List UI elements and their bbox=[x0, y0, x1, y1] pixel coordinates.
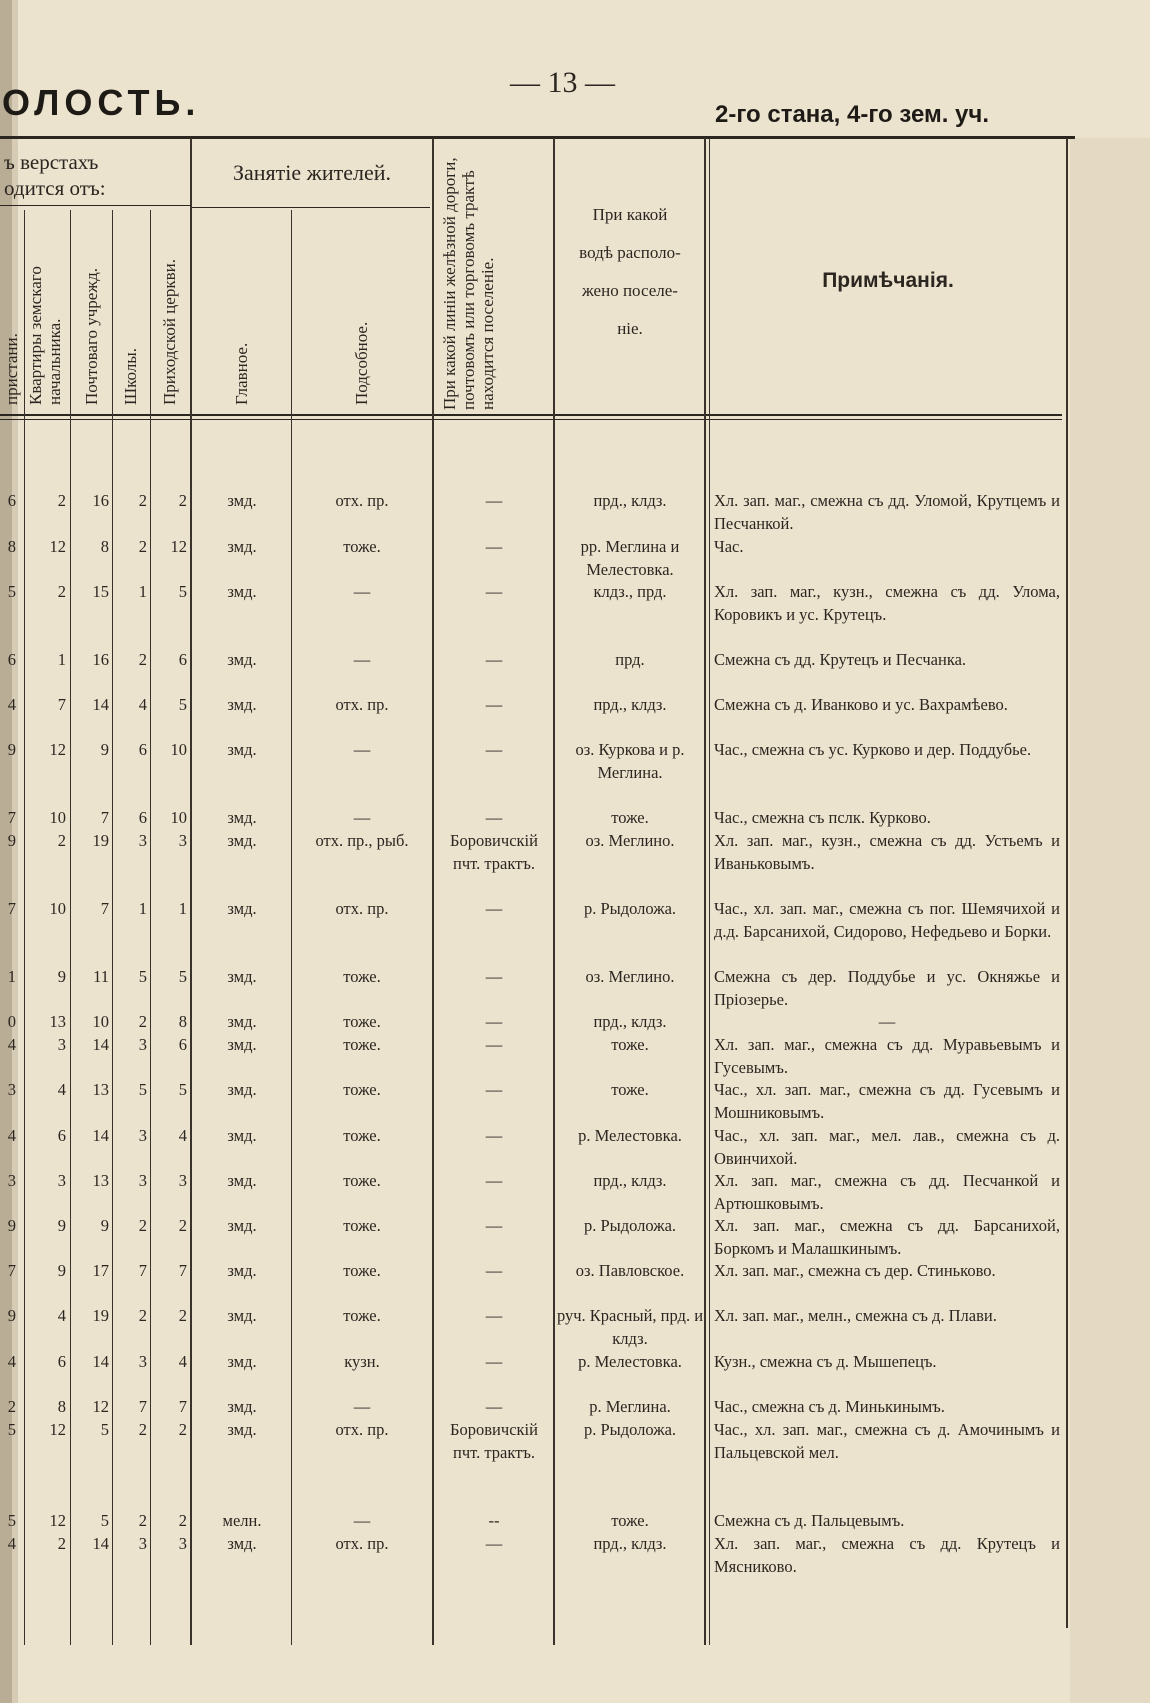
cell-zem: 4 bbox=[57, 1306, 66, 1325]
cell-road: — bbox=[485, 1012, 503, 1031]
cell-note: Хл. зап. маг., смежна съ дд. Уломой, Крутцемъ и Песчанкой. bbox=[714, 491, 1060, 533]
cell-road: — bbox=[485, 1261, 503, 1280]
cell-school: 3 bbox=[138, 1126, 147, 1145]
cell-zem: 9 bbox=[57, 967, 66, 986]
cell-road: — bbox=[485, 967, 503, 986]
cell-c0: 0 bbox=[7, 1012, 16, 1031]
cell-aux: отх. пр. bbox=[335, 1420, 389, 1439]
cell-note: Хл. зап. маг., смежна съ дд. Крутецъ и Мясниково. bbox=[714, 1534, 1060, 1576]
cell-aux: тоже. bbox=[343, 1126, 381, 1145]
cell-main: змд. bbox=[227, 1216, 257, 1235]
cell-post: 5 bbox=[100, 1420, 109, 1439]
cell-zem: 12 bbox=[49, 740, 66, 759]
cell-main: змд. bbox=[227, 1306, 257, 1325]
cell-post: 5 bbox=[100, 1511, 109, 1530]
occupation-header: Занятіе жителей. bbox=[232, 160, 392, 185]
cell-c0: 6 bbox=[7, 491, 16, 510]
cell-aux: тоже. bbox=[343, 1306, 381, 1325]
cell-aux: — bbox=[353, 1397, 371, 1416]
cell-c0: 4 bbox=[7, 695, 16, 714]
cell-church: 3 bbox=[178, 1534, 187, 1553]
cell-water: тоже. bbox=[611, 1035, 649, 1054]
header-occ-main: Главное. bbox=[232, 342, 251, 405]
cell-church: 5 bbox=[178, 695, 187, 714]
cell-road: Боровичскій пчт. трактъ. bbox=[450, 831, 538, 873]
cell-post: 7 bbox=[100, 899, 109, 918]
water-header-line2: водѣ располо- bbox=[579, 243, 681, 262]
cell-c0: 3 bbox=[7, 1080, 16, 1099]
cell-c0: 3 bbox=[7, 1171, 16, 1190]
cell-main: змд. bbox=[227, 1534, 257, 1553]
cell-road: -- bbox=[488, 1511, 500, 1530]
cell-school: 2 bbox=[138, 1306, 147, 1325]
table-right-border bbox=[1066, 138, 1068, 1628]
cell-church: 10 bbox=[170, 808, 187, 827]
cell-post: 19 bbox=[92, 1306, 109, 1325]
cell-zem: 12 bbox=[49, 1420, 66, 1439]
cell-main: змд. bbox=[227, 967, 257, 986]
cell-zem: 12 bbox=[49, 1511, 66, 1530]
cell-c0: 9 bbox=[7, 831, 16, 850]
cell-church: 6 bbox=[178, 1035, 187, 1054]
table-top-rule bbox=[0, 136, 1075, 139]
cell-post: 14 bbox=[92, 1126, 109, 1145]
cell-note: — bbox=[878, 1012, 896, 1031]
cell-school: 2 bbox=[138, 1420, 147, 1439]
distance-header-line1: ъ верстахъ bbox=[4, 150, 99, 174]
cell-note: Хл. зап. маг., кузн., смежна съ дд. Улома, Коровикъ и ус. Крутецъ. bbox=[714, 582, 1060, 624]
cell-main: змд. bbox=[227, 491, 257, 510]
cell-zem: 10 bbox=[49, 899, 66, 918]
cell-water: тоже. bbox=[611, 808, 649, 827]
cell-main: змд. bbox=[227, 1126, 257, 1145]
header-church: Приходской церкви. bbox=[160, 259, 179, 405]
cell-school: 5 bbox=[138, 1080, 147, 1099]
occupation-group-rule bbox=[192, 207, 430, 208]
cell-note: Час., смежна съ ус. Курково и дер. Поддубье. bbox=[714, 740, 1032, 759]
cell-zem: 6 bbox=[57, 1352, 66, 1371]
cell-post: 14 bbox=[92, 1534, 109, 1553]
water-header-line4: ніе. bbox=[617, 319, 643, 338]
cell-church: 5 bbox=[178, 967, 187, 986]
cell-aux: тоже. bbox=[343, 1012, 381, 1031]
cell-post: 16 bbox=[92, 491, 109, 510]
cell-church: 2 bbox=[178, 1511, 187, 1530]
cell-zem: 2 bbox=[57, 831, 66, 850]
cell-water: прд., клдз. bbox=[593, 695, 667, 714]
col-divider bbox=[150, 210, 151, 1645]
district-label: 2-го стана, 4-го зем. уч. bbox=[715, 101, 990, 128]
cell-note: Кузн., смежна съ д. Мышепецъ. bbox=[714, 1352, 937, 1371]
cell-water: прд. bbox=[615, 650, 645, 669]
cell-school: 3 bbox=[138, 1035, 147, 1054]
header-road bbox=[440, 142, 497, 410]
header-road-text: При какой линіи желѣзной дороги, почтовомъ или торговомъ трактѣ находится поселеніе. bbox=[440, 157, 497, 410]
cell-post: 14 bbox=[92, 1352, 109, 1371]
cell-water: прд., клдз. bbox=[593, 1534, 667, 1553]
col-divider bbox=[112, 210, 113, 1645]
cell-aux: отх. пр. bbox=[335, 899, 389, 918]
cell-post: 17 bbox=[92, 1261, 109, 1280]
cell-zem: 1 bbox=[57, 650, 66, 669]
cell-aux: тоже. bbox=[343, 1035, 381, 1054]
cell-main: змд. bbox=[227, 899, 257, 918]
cell-church: 4 bbox=[178, 1126, 187, 1145]
cell-aux: тоже. bbox=[343, 1080, 381, 1099]
cell-c0: 6 bbox=[7, 650, 16, 669]
cell-main: змд. bbox=[227, 1171, 257, 1190]
cell-zem: 10 bbox=[49, 808, 66, 827]
cell-school: 2 bbox=[138, 650, 147, 669]
cell-post: 10 bbox=[92, 1012, 109, 1031]
cell-zem: 13 bbox=[49, 1012, 66, 1031]
cell-aux: отх. пр., рыб. bbox=[315, 831, 409, 850]
cell-water: прд., клдз. bbox=[593, 1012, 667, 1031]
cell-post: 7 bbox=[100, 808, 109, 827]
water-header-line3: жено поселе- bbox=[582, 281, 678, 300]
col-divider bbox=[432, 138, 434, 1645]
cell-road: — bbox=[485, 899, 503, 918]
cell-note: Хл. зап. маг., смежна съ дд. Барсанихой, Боркомъ и Малашкинымъ. bbox=[714, 1216, 1060, 1258]
cell-aux: — bbox=[353, 740, 371, 759]
cell-church: 8 bbox=[178, 1012, 187, 1031]
cell-aux: — bbox=[353, 1511, 371, 1530]
cell-note: Час., хл. зап. маг., мел. лав., смежна съ д. Овинчихой. bbox=[714, 1126, 1060, 1168]
cell-church: 2 bbox=[178, 491, 187, 510]
cell-c0: 9 bbox=[7, 1216, 16, 1235]
cell-road: — bbox=[485, 1035, 503, 1054]
cell-note: Смежна съ дд. Крутецъ и Песчанка. bbox=[714, 650, 967, 669]
cell-aux: отх. пр. bbox=[335, 695, 389, 714]
cell-water: р. Мелестовка. bbox=[578, 1352, 682, 1371]
volost-title: ОЛОСТЬ. bbox=[2, 82, 201, 123]
col-divider bbox=[704, 138, 706, 1645]
cell-road: — bbox=[485, 1126, 503, 1145]
col-divider bbox=[70, 210, 71, 1645]
cell-aux: тоже. bbox=[343, 967, 381, 986]
cell-church: 1 bbox=[178, 899, 187, 918]
cell-main: змд. bbox=[227, 831, 257, 850]
page-number: — 13 — bbox=[510, 66, 615, 99]
cell-zem: 9 bbox=[57, 1216, 66, 1235]
cell-zem: 7 bbox=[57, 695, 66, 714]
cell-school: 3 bbox=[138, 1171, 147, 1190]
cell-note: Час., хл. зап. маг., смежна съ д. Амочинымъ и Пальцевской мел. bbox=[714, 1420, 1060, 1462]
cell-church: 10 bbox=[170, 740, 187, 759]
cell-school: 7 bbox=[138, 1261, 147, 1280]
cell-aux: кузн. bbox=[344, 1352, 380, 1371]
cell-zem: 2 bbox=[57, 1534, 66, 1553]
header-zemsky bbox=[26, 220, 64, 405]
cell-road: — bbox=[485, 582, 503, 601]
cell-note: Час., смежна съ д. Минькинымъ. bbox=[714, 1397, 945, 1416]
cell-c0: 1 bbox=[7, 967, 16, 986]
cell-post: 8 bbox=[100, 537, 109, 556]
cell-road: — bbox=[485, 1534, 503, 1553]
header-zemsky-text: Квартиры земскаго начальника. bbox=[26, 266, 64, 405]
cell-aux: — bbox=[353, 808, 371, 827]
cell-water: оз. Павловское. bbox=[575, 1261, 685, 1280]
cell-c0: 2 bbox=[7, 1397, 16, 1416]
cell-water: клдз., прд. bbox=[593, 582, 667, 601]
header-pristan: пристани. bbox=[2, 333, 21, 405]
cell-road: Боровичскій пчт. трактъ. bbox=[450, 1420, 538, 1462]
cell-church: 2 bbox=[178, 1420, 187, 1439]
cell-church: 12 bbox=[170, 537, 187, 556]
distance-header-line2: одится отъ: bbox=[4, 176, 106, 200]
cell-c0: 5 bbox=[7, 1420, 16, 1439]
cell-c0: 5 bbox=[7, 582, 16, 601]
water-header bbox=[555, 196, 705, 348]
cell-water: оз. Куркова и р. Меглина. bbox=[575, 740, 685, 782]
cell-main: змд. bbox=[227, 695, 257, 714]
cell-zem: 9 bbox=[57, 1261, 66, 1280]
cell-water: р. Меглина. bbox=[589, 1397, 671, 1416]
cell-church: 5 bbox=[178, 582, 187, 601]
cell-water: р. Рыдоложа. bbox=[583, 1420, 677, 1439]
cell-water: тоже. bbox=[611, 1080, 649, 1099]
cell-aux: отх. пр. bbox=[335, 491, 389, 510]
cell-zem: 4 bbox=[57, 1080, 66, 1099]
cell-c0: 8 bbox=[7, 537, 16, 556]
cell-school: 1 bbox=[138, 582, 147, 601]
cell-note: Хл. зап. маг., смежна съ дд. Муравьевымъ и Гусевымъ. bbox=[714, 1035, 1060, 1077]
cell-post: 12 bbox=[92, 1397, 109, 1416]
cell-school: 2 bbox=[138, 1511, 147, 1530]
cell-main: змд. bbox=[227, 1035, 257, 1054]
cell-water: р. Рыдоложа. bbox=[583, 1216, 677, 1235]
cell-c0: 7 bbox=[7, 1261, 16, 1280]
cell-post: 14 bbox=[92, 695, 109, 714]
cell-zem: 3 bbox=[57, 1171, 66, 1190]
cell-main: мелн. bbox=[222, 1511, 262, 1530]
cell-aux: — bbox=[353, 582, 371, 601]
cell-road: — bbox=[485, 1171, 503, 1190]
cell-zem: 2 bbox=[57, 491, 66, 510]
cell-note: Смежна съ д. Иванково и ус. Вахрамѣево. bbox=[714, 695, 1008, 714]
header-bottom-rule-2 bbox=[0, 419, 1062, 420]
header-bottom-rule bbox=[0, 414, 1062, 416]
cell-c0: 4 bbox=[7, 1352, 16, 1371]
cell-main: змд. bbox=[227, 1012, 257, 1031]
cell-aux: отх. пр. bbox=[335, 1534, 389, 1553]
cell-main: змд. bbox=[227, 740, 257, 759]
cell-c0: 9 bbox=[7, 1306, 16, 1325]
col-divider bbox=[291, 210, 292, 1645]
cell-school: 6 bbox=[138, 740, 147, 759]
cell-note: Час., хл. зап. маг., смежна съ дд. Гусевымъ и Мошниковымъ. bbox=[714, 1080, 1060, 1122]
water-header-line1: При какой bbox=[592, 205, 668, 224]
cell-school: 2 bbox=[138, 537, 147, 556]
cell-post: 15 bbox=[92, 582, 109, 601]
cell-church: 2 bbox=[178, 1306, 187, 1325]
cell-road: — bbox=[485, 491, 503, 510]
cell-water: прд., клдз. bbox=[593, 491, 667, 510]
cell-road: — bbox=[485, 537, 503, 556]
cell-road: — bbox=[485, 650, 503, 669]
cell-main: змд. bbox=[227, 1397, 257, 1416]
cell-school: 5 bbox=[138, 967, 147, 986]
cell-school: 2 bbox=[138, 491, 147, 510]
notes-header: Примѣчанія. bbox=[822, 269, 954, 292]
cell-road: — bbox=[485, 740, 503, 759]
cell-church: 4 bbox=[178, 1352, 187, 1371]
cell-church: 3 bbox=[178, 831, 187, 850]
cell-c0: 4 bbox=[7, 1035, 16, 1054]
cell-school: 6 bbox=[138, 808, 147, 827]
col-divider bbox=[24, 210, 25, 1645]
cell-road: — bbox=[485, 1306, 503, 1325]
cell-water: рр. Меглина и Мелестовка. bbox=[580, 537, 680, 579]
cell-note: Час. bbox=[714, 537, 744, 556]
cell-note: Час., хл. зап. маг., смежна съ пог. Шемячихой и д.д. Барсанихой, Сидорово, Нефедьево и Борки. bbox=[714, 899, 1060, 941]
cell-note: Хл. зап. маг., кузн., смежна съ дд. Устьемъ и Иваньковымъ. bbox=[714, 831, 1060, 873]
cell-main: змд. bbox=[227, 1420, 257, 1439]
distance-group-rule bbox=[0, 205, 192, 206]
cell-note: Час., смежна съ пслк. Курково. bbox=[714, 808, 931, 827]
cell-water: руч. Красный, прд. и клдз. bbox=[556, 1306, 704, 1348]
cell-main: змд. bbox=[227, 537, 257, 556]
cell-post: 9 bbox=[100, 1216, 109, 1235]
cell-school: 7 bbox=[138, 1397, 147, 1416]
page-right-margin bbox=[1070, 138, 1150, 1703]
col-divider bbox=[553, 138, 555, 1645]
cell-post: 19 bbox=[92, 831, 109, 850]
cell-church: 7 bbox=[178, 1397, 187, 1416]
header-school: Школы. bbox=[121, 348, 140, 405]
cell-c0: 7 bbox=[7, 899, 16, 918]
cell-main: змд. bbox=[227, 1261, 257, 1280]
cell-school: 3 bbox=[138, 1534, 147, 1553]
cell-c0: 4 bbox=[7, 1534, 16, 1553]
cell-road: — bbox=[485, 1397, 503, 1416]
col-divider bbox=[190, 138, 192, 1645]
cell-road: — bbox=[485, 1080, 503, 1099]
cell-aux: тоже. bbox=[343, 1171, 381, 1190]
cell-note: Смежна съ дер. Поддубье и ус. Окняжье и Пріозерье. bbox=[714, 967, 1060, 1009]
cell-church: 5 bbox=[178, 1080, 187, 1099]
cell-main: змд. bbox=[227, 1080, 257, 1099]
header-occ-aux: Подсобное. bbox=[352, 321, 371, 405]
cell-zem: 3 bbox=[57, 1035, 66, 1054]
cell-c0: 9 bbox=[7, 740, 16, 759]
cell-school: 3 bbox=[138, 1352, 147, 1371]
cell-water: р. Рыдоложа. bbox=[583, 899, 677, 918]
cell-aux: тоже. bbox=[343, 1261, 381, 1280]
cell-c0: 5 bbox=[7, 1511, 16, 1530]
cell-aux: тоже. bbox=[343, 537, 381, 556]
cell-zem: 2 bbox=[57, 582, 66, 601]
cell-main: змд. bbox=[227, 808, 257, 827]
col-divider bbox=[709, 138, 710, 1645]
cell-aux: — bbox=[353, 650, 371, 669]
cell-school: 4 bbox=[138, 695, 147, 714]
cell-church: 6 bbox=[178, 650, 187, 669]
cell-water: оз. Меглино. bbox=[585, 967, 675, 986]
cell-note: Смежна съ д. Пальцевымъ. bbox=[714, 1511, 905, 1530]
cell-church: 2 bbox=[178, 1216, 187, 1235]
cell-main: змд. bbox=[227, 1352, 257, 1371]
cell-zem: 6 bbox=[57, 1126, 66, 1145]
cell-road: — bbox=[485, 808, 503, 827]
cell-road: — bbox=[485, 1216, 503, 1235]
cell-post: 13 bbox=[92, 1171, 109, 1190]
cell-zem: 8 bbox=[57, 1397, 66, 1416]
cell-post: 16 bbox=[92, 650, 109, 669]
cell-church: 7 bbox=[178, 1261, 187, 1280]
cell-school: 1 bbox=[138, 899, 147, 918]
cell-water: р. Мелестовка. bbox=[578, 1126, 682, 1145]
cell-school: 2 bbox=[138, 1012, 147, 1031]
cell-post: 9 bbox=[100, 740, 109, 759]
cell-school: 3 bbox=[138, 831, 147, 850]
cell-c0: 4 bbox=[7, 1126, 16, 1145]
cell-road: — bbox=[485, 695, 503, 714]
cell-c0: 7 bbox=[7, 808, 16, 827]
cell-zem: 12 bbox=[49, 537, 66, 556]
cell-water: прд., клдз. bbox=[593, 1171, 667, 1190]
cell-aux: тоже. bbox=[343, 1216, 381, 1235]
cell-road: — bbox=[485, 1352, 503, 1371]
cell-post: 14 bbox=[92, 1035, 109, 1054]
cell-note: Хл. зап. маг., смежна съ дд. Песчанкой и Артюшковымъ. bbox=[714, 1171, 1060, 1213]
cell-post: 11 bbox=[93, 967, 109, 986]
cell-water: тоже. bbox=[611, 1511, 649, 1530]
cell-post: 13 bbox=[92, 1080, 109, 1099]
cell-school: 2 bbox=[138, 1216, 147, 1235]
cell-main: змд. bbox=[227, 650, 257, 669]
cell-note: Хл. зап. маг., смежна съ дер. Стиньково. bbox=[714, 1261, 996, 1280]
cell-church: 3 bbox=[178, 1171, 187, 1190]
cell-main: змд. bbox=[227, 582, 257, 601]
header-postal: Почтоваго учрежд. bbox=[82, 268, 101, 405]
cell-note: Хл. зап. маг., мелн., смежна съ д. Плави. bbox=[714, 1306, 997, 1325]
cell-water: оз. Меглино. bbox=[585, 831, 675, 850]
